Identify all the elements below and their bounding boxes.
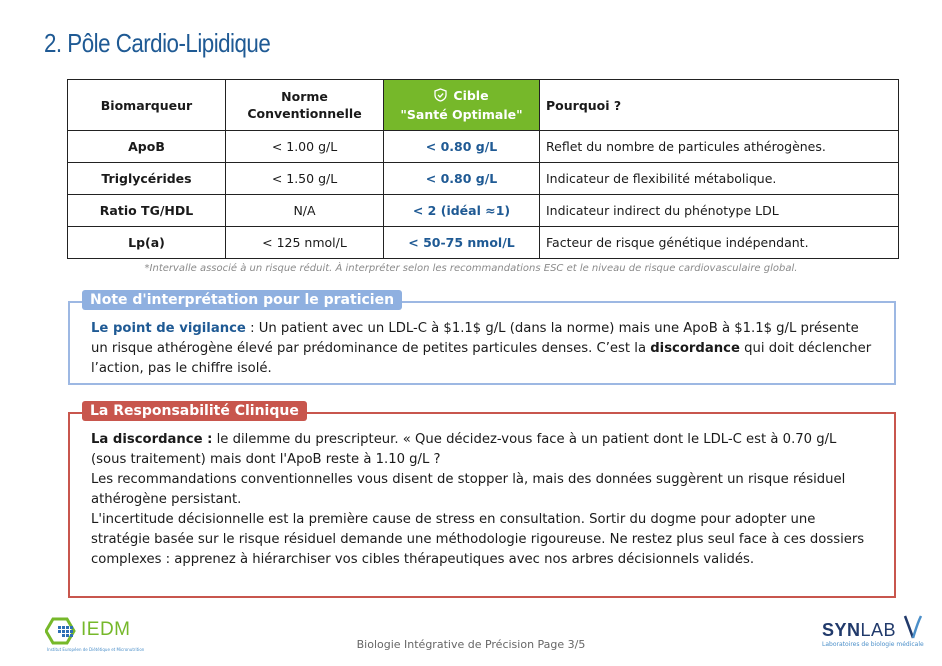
header-target-line2: "Santé Optimale"	[400, 107, 523, 122]
footer-page-info: Biologie Intégrative de Précision Page 3/5	[356, 638, 586, 651]
cell-biomarker: Lp(a)	[68, 227, 226, 259]
resp-p1: le dilemme du prescripteur. « Que décidez-vous face à un patient dont le LDL-C est à 0.70 g/L (sous traitement) mais dont l'ApoB reste à 1.10 g/L ?	[91, 432, 837, 467]
header-norm-line2: Conventionnelle	[247, 106, 362, 121]
interpretation-note-box	[68, 292, 896, 385]
cell-why: Facteur de risque génétique indépendant.	[540, 227, 899, 259]
table-row	[68, 227, 899, 259]
clinical-responsibility-box	[68, 403, 896, 598]
cell-target: < 0.80 g/L	[384, 131, 540, 163]
header-target	[384, 80, 540, 131]
synlab-logo-subtitle: Laboratoires de biologie médicale	[822, 641, 924, 648]
note-box-label: Note d'interprétation pour le praticien	[82, 290, 402, 310]
synlab-logo-text	[822, 620, 896, 641]
page-title: 2. Pôle Cardio-Lipidique	[44, 28, 271, 58]
table-row	[68, 163, 899, 195]
cell-target: < 0.80 g/L	[384, 163, 540, 195]
table-row	[68, 195, 899, 227]
cell-norm: N/A	[226, 195, 384, 227]
cell-norm: < 1.00 g/L	[226, 131, 384, 163]
table-header-row	[68, 80, 899, 131]
note-emphasis: discordance	[650, 341, 740, 356]
cell-norm: < 1.50 g/L	[226, 163, 384, 195]
biomarker-table	[67, 79, 899, 259]
resp-paragraph-1	[91, 430, 874, 470]
table-row	[68, 131, 899, 163]
header-target-line1: Cible	[453, 88, 489, 103]
header-norm	[226, 80, 384, 131]
iedm-logo-text: IEDM	[81, 619, 131, 640]
cell-norm: < 125 nmol/L	[226, 227, 384, 259]
synlab-wave-icon	[902, 614, 924, 640]
cell-biomarker: ApoB	[68, 131, 226, 163]
synlab-light: LAB	[860, 620, 897, 640]
cell-why: Indicateur de flexibilité métabolique.	[540, 163, 899, 195]
cell-why: Reflet du nombre de particules athérogènes.	[540, 131, 899, 163]
note-text-a: : Un patient avec un LDL-C à $1.1$ g/L (dans la norme) mais une ApoB à $1.1$ g/L présente un risque athérogène élevé par prédominance de petites particules denses. C’est la	[91, 321, 859, 356]
iedm-logo-subtitle: Institut Européen de Diététique et Micronutrition	[47, 647, 145, 652]
header-biomarker: Biomarqueur	[68, 80, 226, 131]
cell-target: < 2 (idéal ≈1)	[384, 195, 540, 227]
resp-lead: La discordance :	[91, 432, 213, 447]
resp-box-body	[91, 430, 874, 570]
note-text-b: qui doit déclencher l’action, pas le chiffre isolé.	[91, 341, 872, 376]
header-norm-line1: Norme	[281, 89, 328, 104]
cell-biomarker: Triglycérides	[68, 163, 226, 195]
note-lead: Le point de vigilance	[91, 321, 246, 336]
resp-paragraph-3: L'incertitude décisionnelle est la première cause de stress en consultation. Sortir du dogme pour adopter une stratégie basée sur le risque résiduel demande une méthodologie rigoureuse. Ne restez plus seul face à ces dossiers complexes : apprenez à hiérarchiser vos cibles thérapeutiques avec nos arbres décisionnels validés.	[91, 512, 865, 567]
table-footnote: *Intervalle associé à un risque réduit. À interpréter selon les recommandations ESC et le niveau de risque cardiovasculaire global.	[144, 263, 798, 274]
header-why: Pourquoi ?	[540, 80, 899, 131]
cell-target: < 50-75 nmol/L	[384, 227, 540, 259]
resp-box-label: La Responsabilité Clinique	[82, 401, 307, 421]
synlab-bold: SYN	[822, 620, 861, 640]
note-box-body	[91, 319, 874, 379]
cell-why: Indicateur indirect du phénotype LDL	[540, 195, 899, 227]
resp-paragraph-2: Les recommandations conventionnelles vous disent de stopper là, mais des données suggèrent un risque résiduel athérogène persistant.	[91, 472, 846, 507]
shield-check-icon	[434, 88, 447, 106]
cell-biomarker: Ratio TG/HDL	[68, 195, 226, 227]
